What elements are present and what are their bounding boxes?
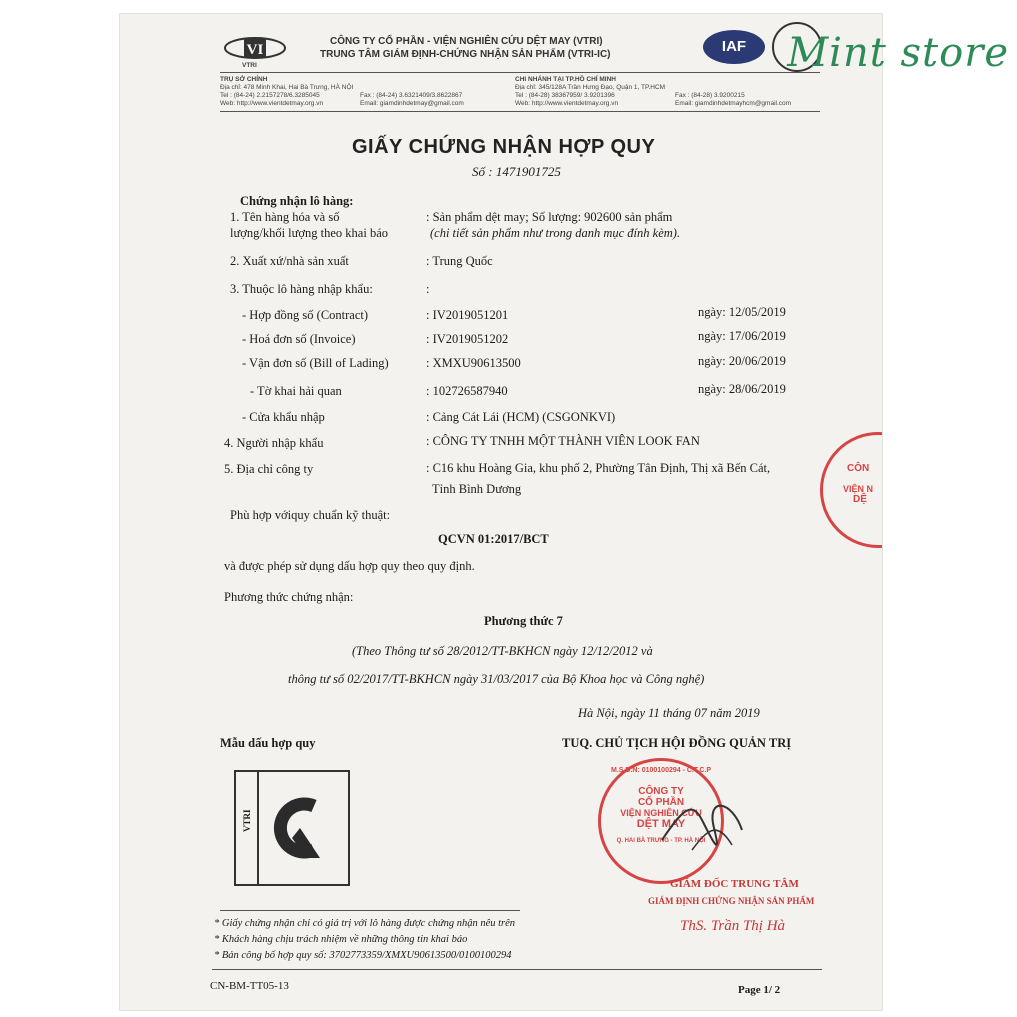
side-seal-line2: VIỆN N — [843, 484, 874, 494]
note-1: * Giấy chứng nhận chỉ có giá trị với lô hàng được chứng nhận nêu trên — [214, 918, 516, 929]
contract-date: ngày: 12/05/2019 — [698, 305, 786, 319]
item3-value: : — [426, 282, 430, 296]
header-rule — [220, 72, 820, 73]
allowed-text: và được phép sử dụng dấu hợp quy theo quy định. — [224, 559, 475, 573]
seal-line3: VIỆN NGHIÊN CỨU — [620, 808, 702, 818]
page-number: Page 1/ 2 — [738, 984, 781, 996]
signer-name: ThS. Trần Thị Hà — [680, 918, 786, 934]
item2-value: : Trung Quốc — [426, 254, 493, 268]
side-seal — [820, 432, 882, 548]
item2-label: 2. Xuất xứ/nhà sản xuất — [230, 254, 349, 268]
branch-address: Địa chỉ: 345/128A Trần Hưng Đạo, Quận 1, TP.HCM — [515, 84, 666, 91]
section-heading: Chứng nhận lô hàng: — [240, 194, 354, 208]
place-date: Hà Nội, ngày 11 tháng 07 năm 2019 — [578, 706, 760, 720]
side-seal-line3: DỆ — [853, 494, 867, 505]
item1-label-b: lượng/khối lượng theo khai báo — [230, 226, 389, 240]
item1-value-a: : Sản phẩm dệt may; Số lượng: 902600 sản phẩm — [426, 210, 673, 224]
certificate-number: Số : 1471901725 — [472, 164, 561, 179]
hq-email: Email: giamdinhdetmay@gmail.com — [360, 100, 464, 107]
branch-web: Web: http://www.vientdetmay.org.vn — [515, 100, 619, 107]
port-value: : Cảng Cát Lái (HCM) (CSGONKVI) — [426, 410, 616, 424]
store-watermark: Mint store — [787, 30, 1009, 76]
logo-caption: VTRI — [242, 62, 257, 69]
contract-value: : IV2019051201 — [426, 308, 509, 322]
hq-address: Địa chỉ: 478 Minh Khai, Hai Bà Trưng, HÀ NỘI — [220, 84, 354, 91]
item5-label: 5. Địa chỉ công ty — [224, 462, 314, 476]
bill-value: : XMXU90613500 — [426, 356, 521, 370]
footer-rule — [212, 969, 822, 970]
conform-label: Phù hợp vớiquy chuẩn kỹ thuật: — [230, 508, 391, 522]
signature-heading: TUQ. CHỦ TỊCH HỘI ĐỒNG QUẢN TRỊ — [562, 736, 792, 750]
mark-vtri-label: VTRI — [242, 809, 252, 832]
standard-code: QCVN 01:2017/BCT — [438, 532, 549, 546]
bill-date: ngày: 20/06/2019 — [698, 354, 786, 368]
notes-rule — [220, 910, 520, 911]
hq-title: TRỤ SỞ CHÍNH — [220, 76, 268, 83]
item5-value-a: : C16 khu Hoàng Gia, khu phố 2, Phường Tân Định, Thị xã Bến Cát, — [426, 461, 771, 475]
conformity-mark — [234, 770, 350, 886]
note-3: * Bản công bố hợp quy số: 3702773359/XMXU90613500/0100100294 — [214, 950, 512, 961]
company-line1: CÔNG TY CỔ PHẦN - VIỆN NGHIÊN CỨU DỆT MAY (VTRI) — [330, 36, 603, 47]
signature-scribble-icon — [652, 790, 752, 860]
customs-value: : 102726587940 — [426, 384, 508, 398]
branch-email: Email: giamdinhdetmayhcm@gmail.com — [675, 100, 792, 107]
bill-label: - Vận đơn số (Bill of Lading) — [242, 356, 389, 370]
invoice-date: ngày: 17/06/2019 — [698, 329, 786, 343]
seal-ring-top: M.S.D.N: 0100100294 - C.T.C.P — [611, 767, 711, 774]
reference-line2: thông tư số 02/2017/TT-BKHCN ngày 31/03/2017 của Bộ Khoa học và Công nghệ) — [288, 672, 705, 686]
note-2: * Khách hàng chịu trách nhiệm về những thông tin khai báo — [214, 934, 468, 945]
form-code: CN-BM-TT05-13 — [210, 980, 289, 992]
invoice-label: - Hoá đơn số (Invoice) — [242, 332, 356, 346]
hq-web: Web: http://www.vientdetmay.org.vn — [220, 100, 324, 107]
item1-value-b: (chi tiết sản phẩm như trong danh mục đính kèm). — [430, 226, 681, 240]
invoice-value: : IV2019051202 — [426, 332, 509, 346]
method-label: Phương thức chứng nhận: — [224, 590, 354, 604]
seal-line2: CỔ PHẦN — [637, 797, 685, 808]
item4-value: : CÔNG TY TNHH MỘT THÀNH VIÊN LOOK FAN — [426, 434, 700, 448]
method-value: Phương thức 7 — [484, 614, 563, 628]
signer-role1: GIÁM ĐỐC TRUNG TÂM — [670, 878, 799, 890]
seal-ring-bottom: Q. HAI BÀ TRƯNG - TP. HÀ NỘI — [616, 838, 706, 844]
seal-line4: DỆT MAY — [636, 818, 686, 830]
page-title: GIẤY CHỨNG NHẬN HỢP QUY — [352, 136, 656, 158]
header-rule-bottom — [220, 111, 820, 112]
branch-phone: Tel : (84-28) 38367959/ 3.9201396 — [515, 92, 615, 99]
port-label: - Cửa khẩu nhập — [242, 410, 325, 424]
hq-phone: Tel : (84-24) 2.2157278/6.3285045 — [220, 92, 320, 99]
hq-fax: Fax : (84-24) 3.6321409/3.8622867 — [360, 92, 463, 99]
branch-fax: Fax : (84-28) 3.9200215 — [675, 92, 745, 99]
contract-label: - Hợp đồng số (Contract) — [242, 308, 369, 322]
side-seal-line1: CÔN — [847, 463, 870, 474]
svg-text:VI: VI — [246, 42, 264, 58]
certificate-page — [120, 14, 882, 1010]
item1-label-a: 1. Tên hàng hóa và số — [230, 210, 340, 224]
customs-date: ngày: 28/06/2019 — [698, 382, 786, 396]
company-line2: TRUNG TÂM GIÁM ĐỊNH-CHỨNG NHẬN SẢN PHẨM (VTRI-IC) — [320, 49, 611, 60]
branch-title: CHI NHÁNH TẠI TP.HỒ CHÍ MINH — [515, 76, 616, 83]
seal-line1: CÔNG TY — [638, 786, 684, 797]
item3-label: 3. Thuộc lô hàng nhập khẩu: — [230, 282, 373, 296]
signer-role2: GIÁM ĐỊNH CHỨNG NHẬN SẢN PHẨM — [648, 896, 815, 906]
item4-label: 4. Người nhập khẩu — [224, 436, 324, 450]
iaf-logo: IAF — [703, 30, 765, 64]
item5-value-b: Tỉnh Bình Dương — [432, 482, 522, 496]
reference-line1: (Theo Thông tư số 28/2012/TT-BKHCN ngày 12/12/2012 và — [352, 644, 653, 658]
customs-label: - Tờ khai hải quan — [250, 384, 342, 398]
mark-heading: Mẫu dấu hợp quy — [220, 736, 316, 750]
